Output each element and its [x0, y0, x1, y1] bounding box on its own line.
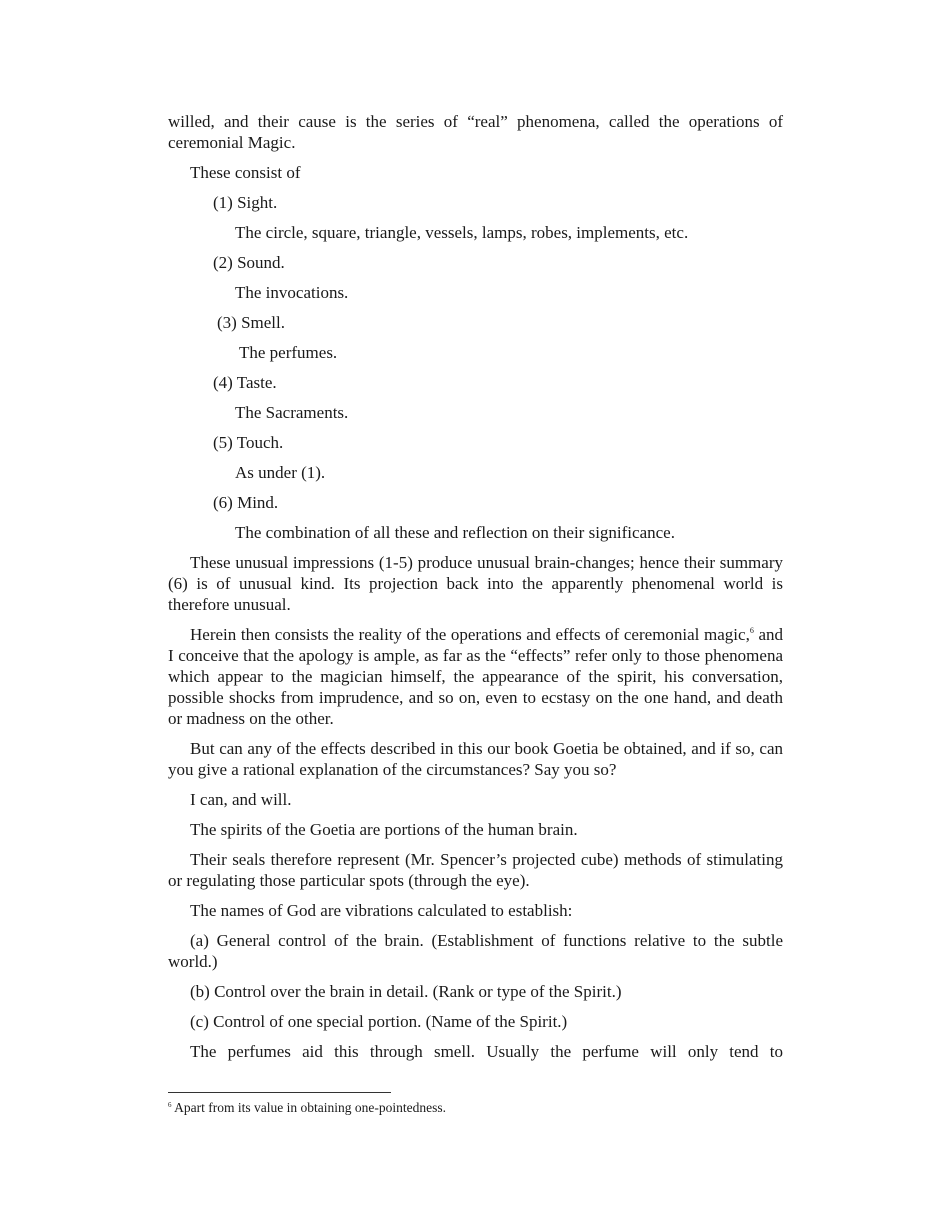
- paragraph: These unusual impressions (1-5) produce unusual brain-changes; hence their summary (6) is of unusual kind. Its projection back into the apparently phenomenal world is therefore unusual.: [168, 553, 783, 614]
- paragraph: (a) General control of the brain. (Establishment of functions relative to the subtle world.): [168, 931, 783, 971]
- list-item-label: (4) Taste.: [213, 373, 277, 392]
- footnote-number: 6: [168, 1101, 172, 1109]
- footnote: [168, 1099, 783, 1117]
- list-item-description: As under (1).: [235, 463, 326, 482]
- paragraph-text: and I conceive that the apology is ample, as far as the “effects” refer only to those phenomena which appear to the magician himself, the appearance of the spirit, his conversation, possible shocks from imprudence, and so on, even to ecstasy on the one hand, and death or madness on the other.: [168, 625, 784, 728]
- list-item-label: (2) Sound.: [213, 253, 285, 272]
- paragraph: (b) Control over the brain in detail. (Rank or type of the Spirit.): [190, 982, 622, 1001]
- list-item-description: The invocations.: [235, 283, 349, 302]
- list-item-description: The combination of all these and reflection on their significance.: [235, 523, 675, 542]
- list-item-description: The Sacraments.: [235, 403, 349, 422]
- list-item-label: (3) Smell.: [217, 313, 285, 332]
- paragraph: willed, and their cause is the series of “real” phenomena, called the operations of ceremonial Magic.: [168, 112, 783, 152]
- list-item-label: (5) Touch.: [213, 433, 284, 452]
- footnote-divider: [168, 1092, 391, 1093]
- paragraph: The spirits of the Goetia are portions of the human brain.: [190, 820, 578, 839]
- paragraph: These consist of: [190, 163, 301, 182]
- paragraph: I can, and will.: [190, 790, 292, 809]
- list-item-label: (1) Sight.: [213, 193, 278, 212]
- paragraph: But can any of the effects described in this our book Goetia be obtained, and if so, can you give a rational explanation of the circumstances? Say you so?: [168, 739, 783, 779]
- footnote-text: Apart from its value in obtaining one-pointedness.: [171, 1100, 446, 1115]
- body-text: [168, 111, 783, 1062]
- paragraph: (c) Control of one special portion. (Name of the Spirit.): [190, 1012, 568, 1031]
- list-item-label: (6) Mind.: [213, 493, 279, 512]
- list-item-description: The circle, square, triangle, vessels, lamps, robes, implements, etc.: [235, 223, 689, 242]
- paragraph-text: Herein then consists the reality of the operations and effects of ceremonial magic,: [190, 625, 750, 644]
- footnote-marker[interactable]: 6: [749, 626, 754, 635]
- paragraph: Their seals therefore represent (Mr. Spencer’s projected cube) methods of stimulating or regulating those particular spots (through the eye).: [168, 850, 783, 890]
- paragraph: The perfumes aid this through smell. Usually the perfume will only tend to: [190, 1042, 783, 1061]
- list-item-description: The perfumes.: [239, 343, 338, 362]
- paragraph: The names of God are vibrations calculated to establish:: [190, 901, 573, 920]
- paragraph: [168, 624, 783, 729]
